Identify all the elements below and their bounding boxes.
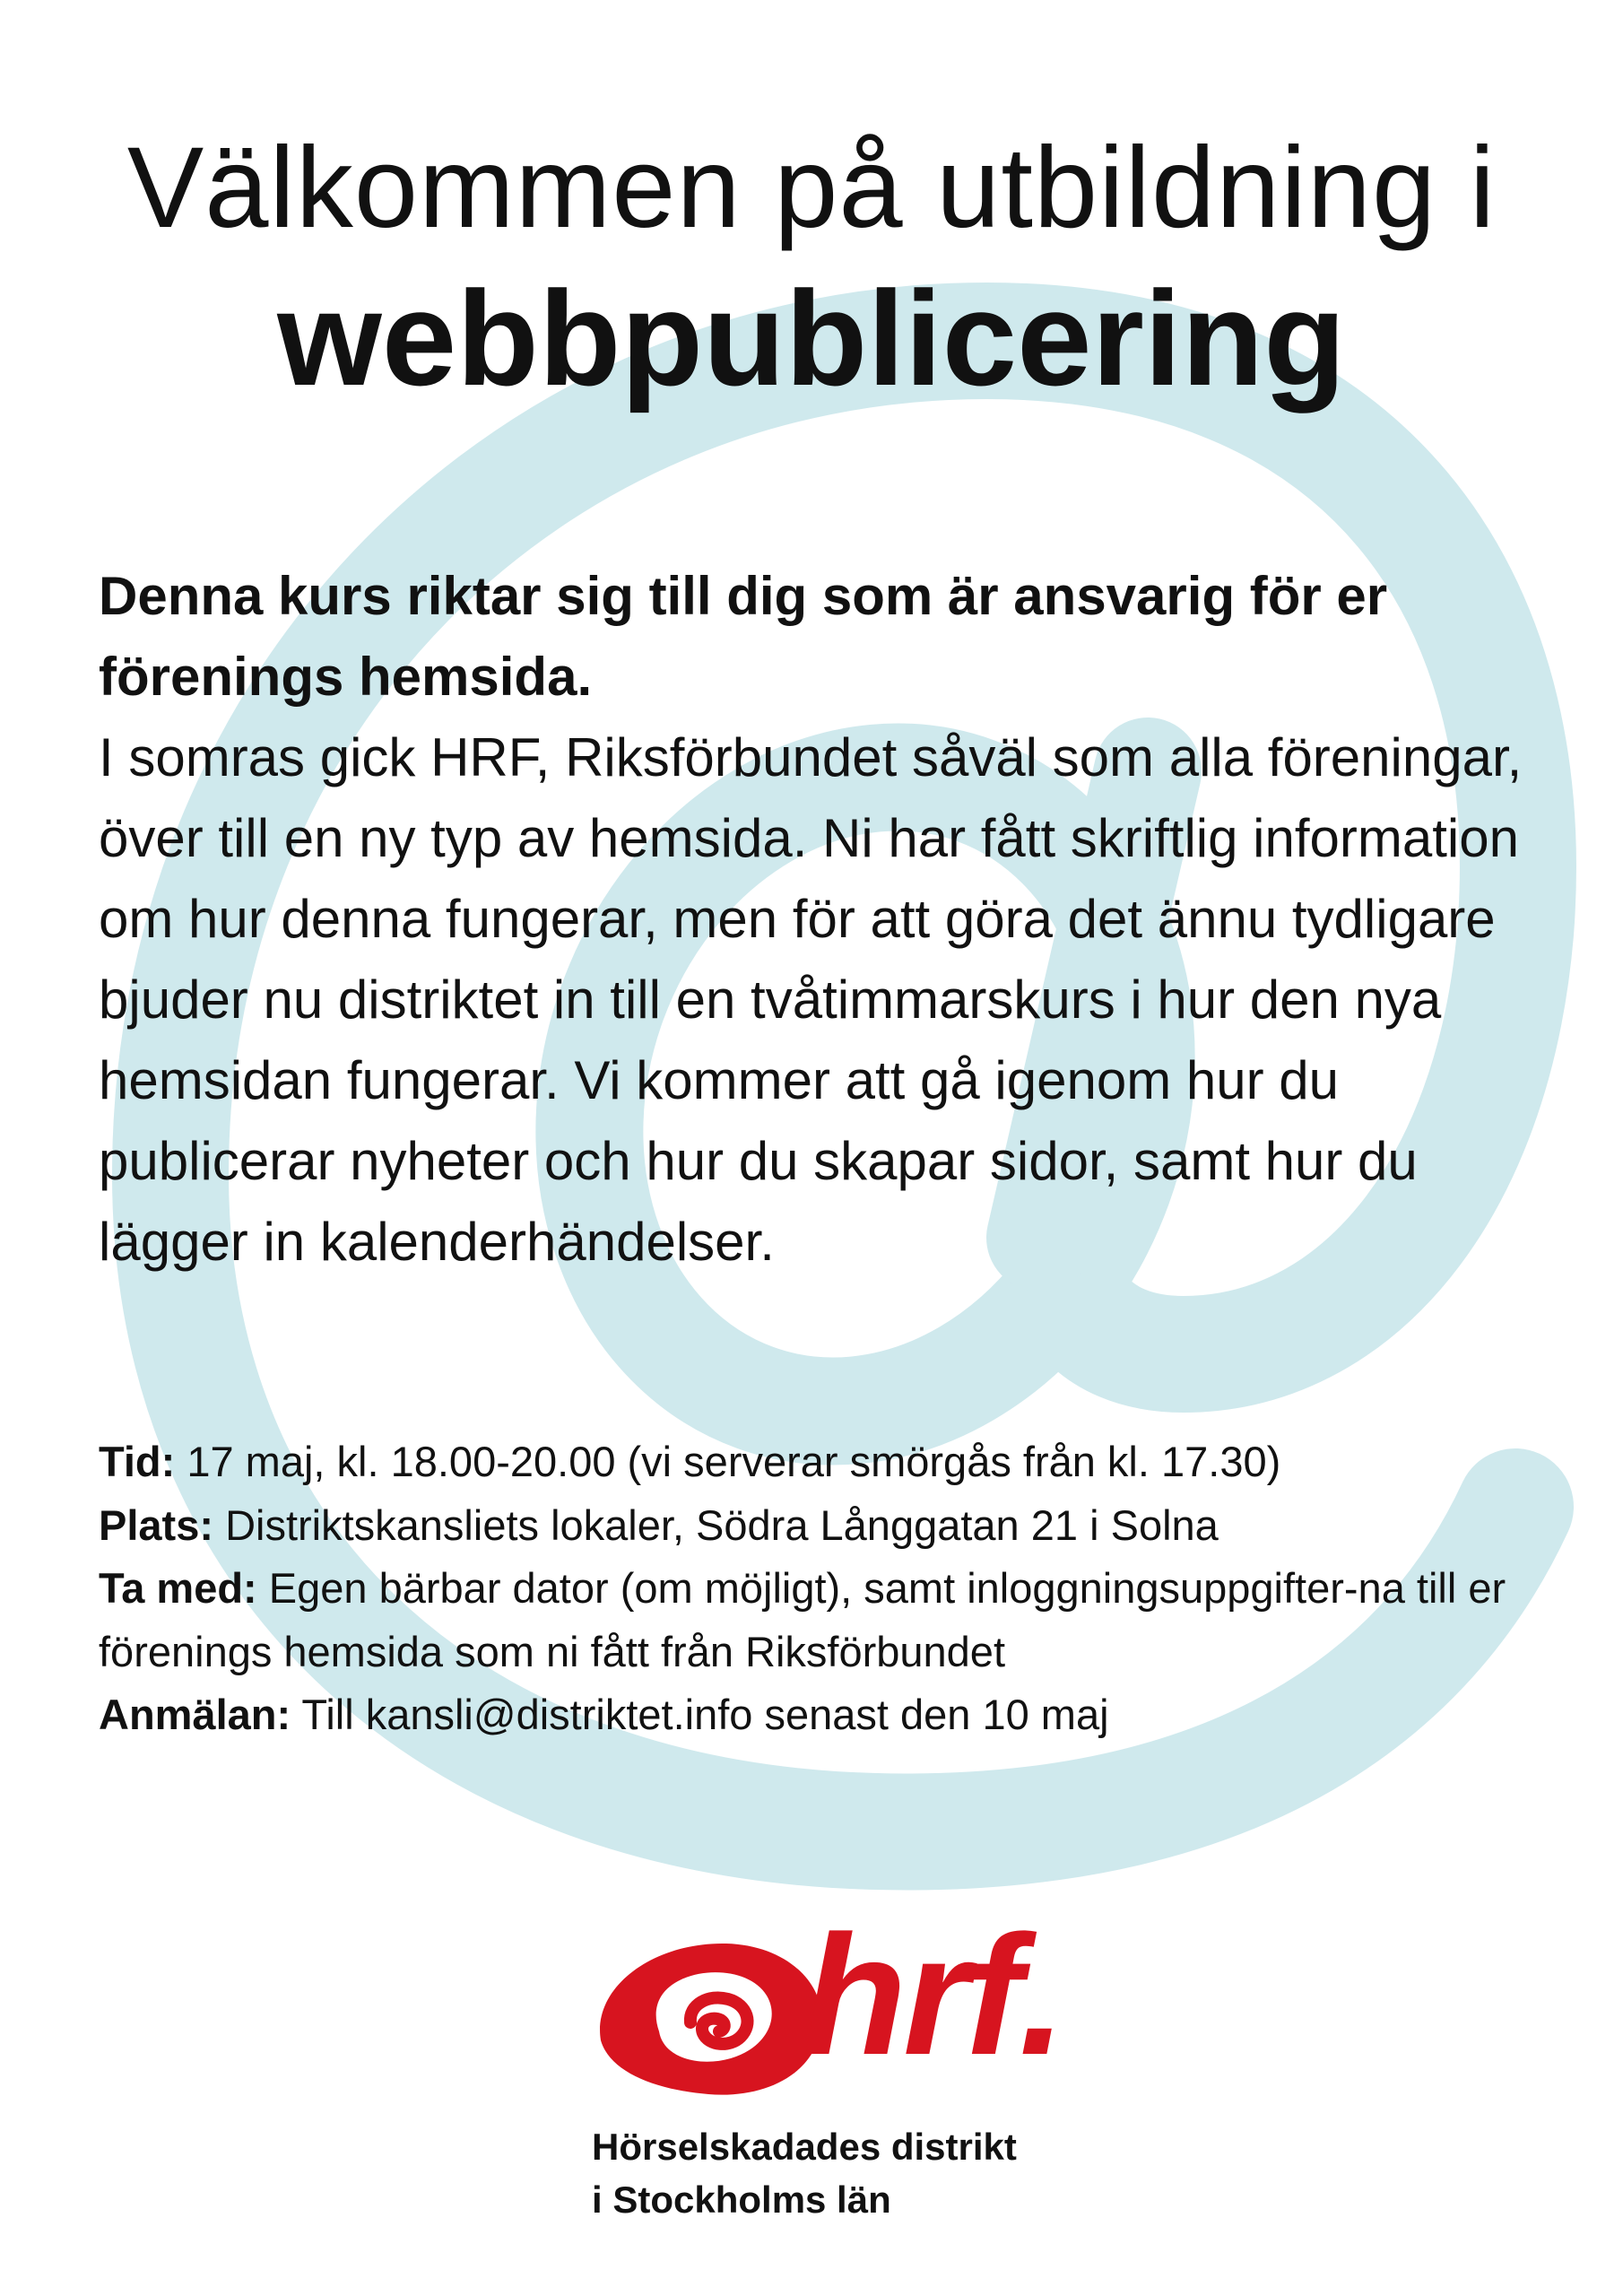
info-row-time [99,1431,1569,1494]
bring-value: Egen bärbar dator (om möjligt), samt inloggningsuppgifter-na till er förenings hemsida som ni fått från Riksförbundet [99,1564,1506,1675]
signup-label: Anmälan: [99,1691,291,1738]
org-line-1: Hörselskadades distrikt [592,2126,1017,2168]
info-row-place [99,1494,1569,1558]
info-row-signup [99,1683,1569,1747]
title-line-1: Välkommen på utbildning i [126,124,1497,252]
place-value: Distriktskansliets lokaler, Södra Långgatan 21 i Solna [225,1500,1219,1549]
place-label: Plats: [99,1500,213,1549]
time-label: Tid: [99,1438,176,1485]
organization-name [592,2121,1219,2227]
info-row-bring [99,1557,1569,1683]
signup-value: Till kansli@distriktet.info senast den 10 maj [301,1691,1109,1738]
time-value: 17 maj, kl. 18.00-20.00 (vi serverar smörgås från kl. 17.30) [187,1438,1281,1485]
hrf-logo-text: hrf. [803,1900,1063,2091]
event-info [99,1431,1569,1747]
org-line-2: i Stockholms län [592,2178,891,2221]
bring-label: Ta med: [99,1564,257,1612]
title-line-2: webbpublicering [277,263,1346,413]
body-paragraph: I somras gick HRF, Riksförbundet såväl som alla föreningar, över till en ny typ av hemsida. Ni har fått skriftlig information om hur denna fungerar, men för att göra det ännu tydligare bjuder nu distriktet in till en tvåtimmarskurs i hur den nya hemsidan fungerar. Vi kommer att gå igenom hur du publicerar nyheter och hur du skapar sidor, samt hur du lägger in kalenderhändelser. [99,727,1523,1272]
lead-paragraph: Denna kurs riktar sig till dig som är ansvarig för er förenings hemsida. [99,566,1388,707]
